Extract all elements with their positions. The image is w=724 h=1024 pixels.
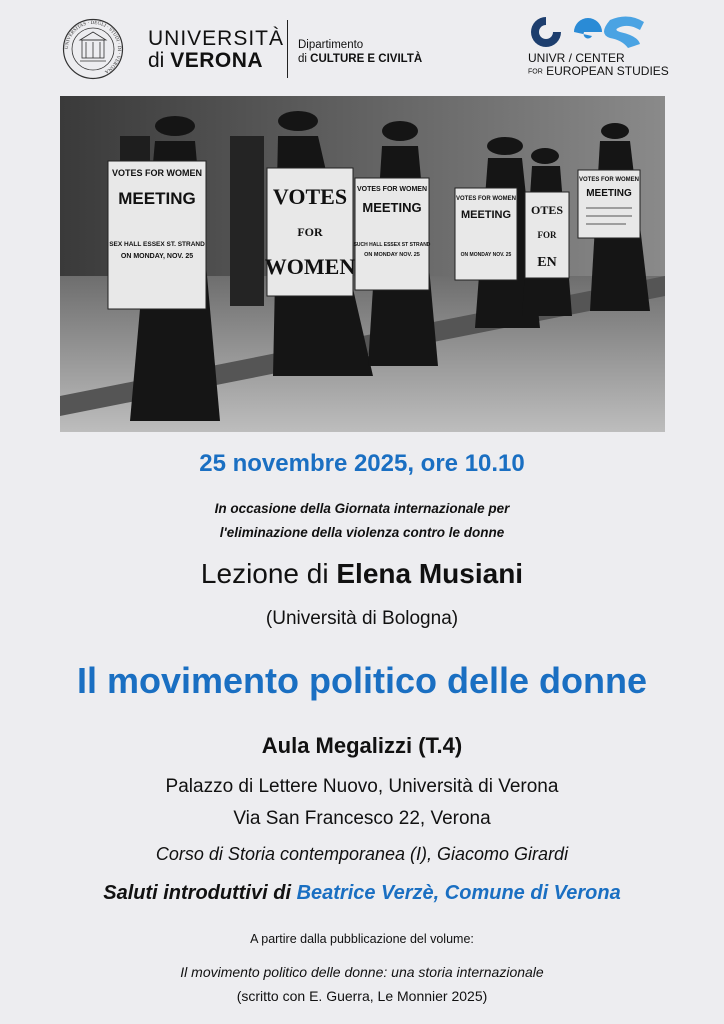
svg-text:VOTES FOR WOMEN: VOTES FOR WOMEN	[357, 186, 427, 193]
occasion-line2: l'eliminazione della violenza contro le donne	[219, 525, 505, 540]
placard-5	[525, 192, 569, 278]
svg-text:UNIVERSITAS · DEGLI · STUDI ·: UNIVERSITAS · DEGLI · STUDI · DI · VERONA	[64, 20, 122, 74]
address-line1: Palazzo di Lettere Nuovo, Università di Verona	[165, 776, 559, 797]
suffragettes-photo-illustration	[60, 96, 665, 432]
source-intro: A partire dalla pubblicazione del volume:	[250, 932, 474, 946]
department-line2-bold: CULTURE E CIVILTÀ	[310, 53, 423, 65]
svg-text:WOMEN: WOMEN	[264, 254, 356, 279]
university-line2-bold: VERONA	[170, 49, 264, 72]
department-line2-prefix: di	[298, 53, 307, 65]
university-seal-icon	[62, 18, 124, 80]
svg-text:FOR: FOR	[297, 225, 323, 239]
ces-logo-icon	[528, 14, 650, 50]
ces-name	[528, 52, 669, 78]
greetings-prefix: Saluti introduttivi di	[103, 882, 291, 904]
ces-line2: EUROPEAN STUDIES	[546, 64, 669, 78]
occasion-text	[0, 497, 724, 545]
svg-text:ON MONDAY NOV. 25: ON MONDAY NOV. 25	[364, 252, 420, 258]
svg-text:EN: EN	[537, 255, 557, 270]
lecture-title: Il movimento politico delle donne	[76, 660, 648, 701]
book-info	[0, 960, 724, 1008]
header	[0, 14, 724, 84]
header-divider	[287, 20, 288, 78]
book-title: Il movimento politico delle donne: una storia internazionale	[180, 964, 544, 980]
svg-text:VOTES: VOTES	[272, 184, 348, 209]
placard-1	[108, 161, 206, 309]
address	[0, 771, 724, 835]
ces-for: FOR	[528, 68, 543, 76]
department-name	[298, 38, 422, 66]
svg-text:MEETING: MEETING	[118, 189, 196, 208]
university-line2	[148, 50, 284, 72]
university-name	[148, 28, 284, 72]
room-name: Aula Megalizzi (T.4)	[261, 733, 463, 758]
svg-text:OTES: OTES	[530, 203, 564, 217]
occasion-line1: In occasione della Giornata internazionale per	[214, 501, 510, 516]
university-line1: UNIVERSITÀ	[148, 27, 285, 50]
ces-line1: UNIVR / CENTER	[528, 51, 625, 65]
speaker-name: Elena Musiani	[336, 558, 524, 589]
svg-text:ON MONDAY NOV. 25: ON MONDAY NOV. 25	[460, 252, 512, 258]
placard-6	[578, 170, 640, 238]
svg-text:MEETING: MEETING	[586, 188, 632, 199]
svg-text:SEX HALL ESSEX ST. STRAND: SEX HALL ESSEX ST. STRAND	[109, 241, 205, 248]
svg-text:VOTES FOR WOMEN: VOTES FOR WOMEN	[456, 196, 516, 202]
svg-text:VOTES FOR WOMEN: VOTES FOR WOMEN	[112, 168, 202, 178]
address-line2: Via San Francesco 22, Verona	[233, 808, 491, 829]
svg-text:VOTES FOR WOMEN: VOTES FOR WOMEN	[579, 177, 639, 183]
book-credit: (scritto con E. Guerra, Le Monnier 2025)	[236, 988, 488, 1004]
speaker-affiliation: (Università di Bologna)	[265, 608, 459, 629]
greetings	[0, 882, 724, 905]
lecture-prefix: Lezione di	[200, 558, 329, 589]
university-line2-prefix: di	[148, 49, 165, 72]
placard-3	[354, 178, 431, 290]
svg-text:MEETING: MEETING	[460, 209, 512, 221]
historical-photo	[60, 96, 665, 432]
lecture-heading	[0, 558, 724, 590]
greetings-name: Beatrice Verzè, Comune di Verona	[296, 882, 621, 904]
course-info: Corso di Storia contemporanea (I), Giacomo Girardi	[155, 844, 569, 864]
svg-text:MEETING: MEETING	[362, 200, 422, 215]
svg-text:ON MONDAY, NOV. 25: ON MONDAY, NOV. 25	[120, 253, 194, 260]
event-date: 25 novembre 2025, ore 10.10	[199, 450, 525, 477]
placard-4	[455, 188, 517, 280]
svg-text:FOR: FOR	[537, 230, 557, 240]
svg-text:SUCH HALL ESSEX ST STRAND: SUCH HALL ESSEX ST STRAND	[353, 242, 431, 248]
department-line1: Dipartimento	[298, 39, 364, 51]
placard-2	[265, 168, 356, 296]
